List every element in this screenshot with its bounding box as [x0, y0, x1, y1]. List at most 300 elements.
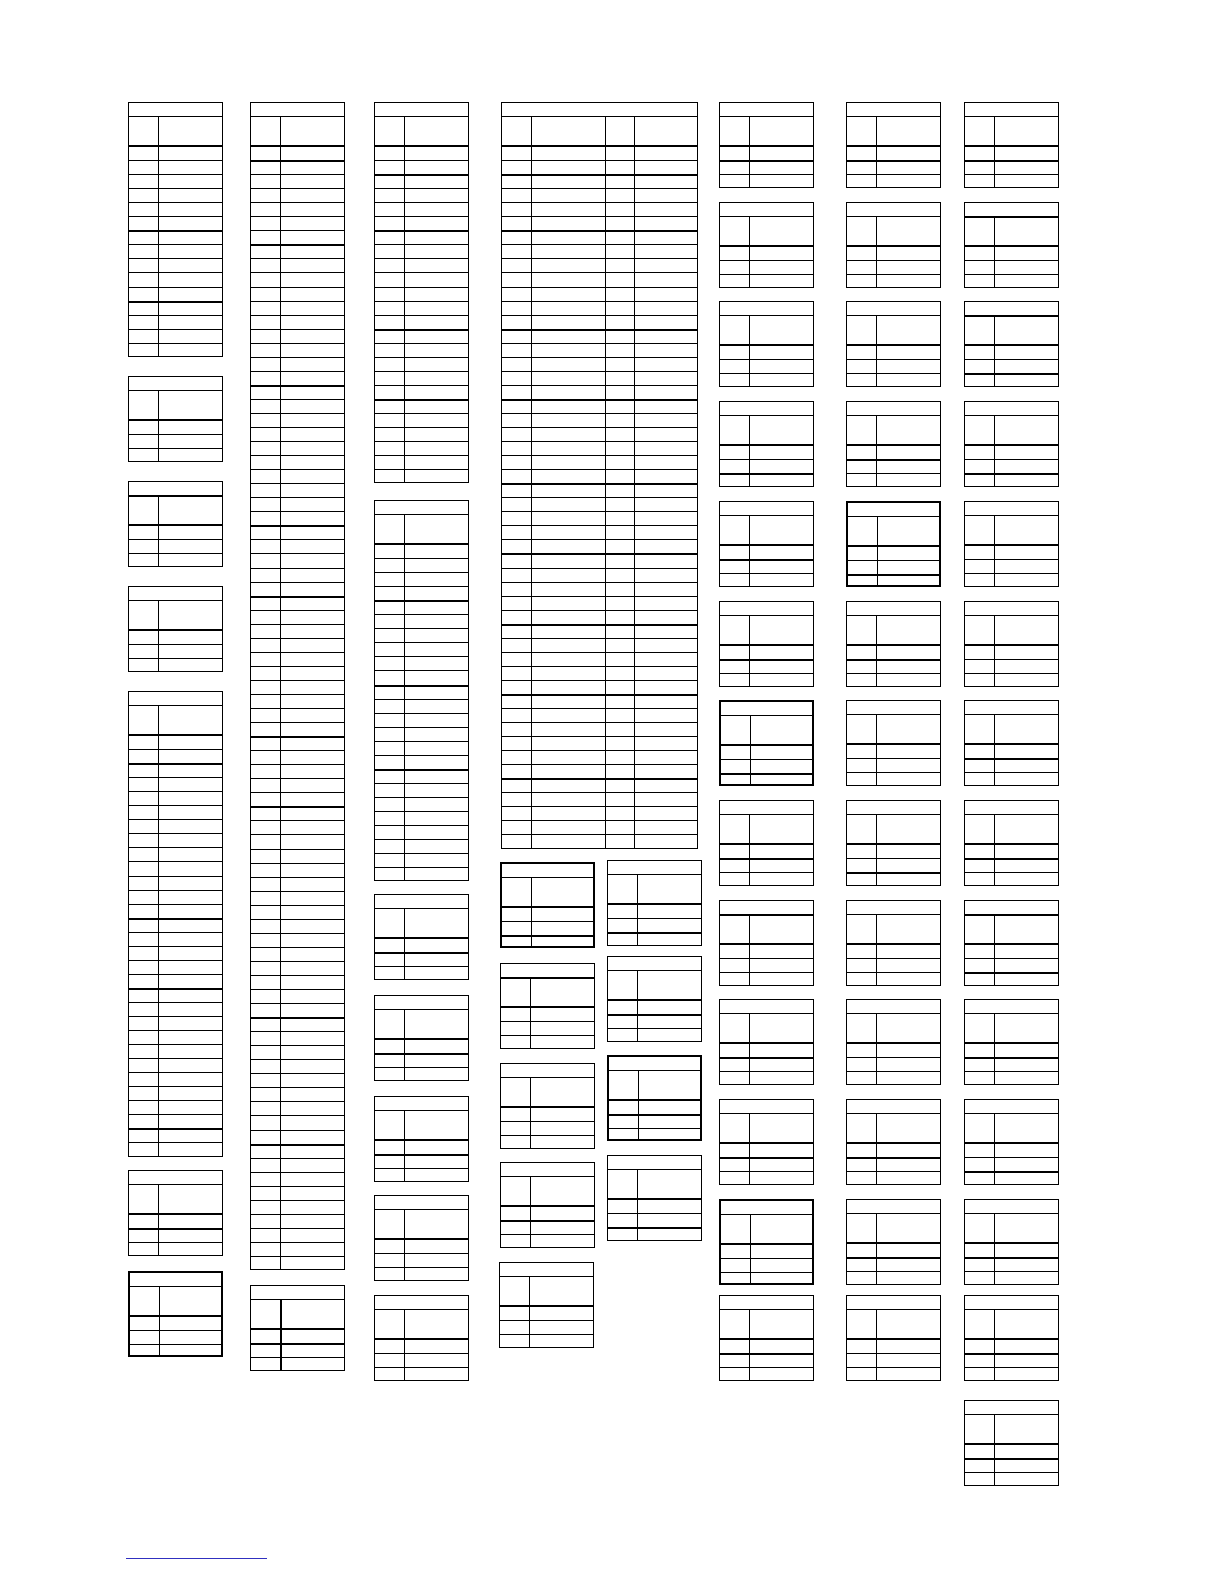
- table-row: [375, 469, 468, 470]
- table-row: [129, 329, 222, 330]
- table-row: [502, 272, 697, 273]
- table-row: [375, 839, 468, 840]
- table-row: [502, 792, 697, 793]
- table-row: [129, 202, 222, 203]
- column-divider: [530, 1176, 531, 1247]
- blank-table-c6-4: [846, 401, 941, 487]
- table-row: [502, 202, 697, 203]
- table-row: [129, 833, 222, 834]
- table-row: [129, 1072, 222, 1073]
- table-title-strip: [609, 1057, 700, 1071]
- blank-table-c7-11: [964, 1099, 1059, 1185]
- column-divider: [637, 1169, 638, 1240]
- table-title-strip: [847, 302, 940, 316]
- table-row: [608, 918, 701, 919]
- column-divider: [876, 914, 877, 985]
- table-row: [375, 685, 468, 687]
- column-divider: [749, 515, 750, 586]
- table-row: [502, 525, 697, 526]
- table-row: [251, 792, 344, 793]
- table-header-row: [847, 814, 940, 845]
- table-row: [847, 972, 940, 973]
- table-title-strip: [847, 701, 940, 715]
- table-row: [502, 624, 697, 626]
- table-row: [965, 1472, 1058, 1473]
- table-row: [502, 582, 697, 583]
- table-header-row: [608, 1169, 701, 1200]
- table-row: [502, 399, 697, 401]
- blank-table-c5-12: [719, 1199, 814, 1285]
- table-title-strip: [847, 1200, 940, 1214]
- table-header-row: [847, 116, 940, 147]
- table-title-strip: [847, 901, 940, 915]
- table-row: [129, 974, 222, 975]
- blank-table-c5-3: [719, 301, 814, 387]
- table-row: [500, 1334, 593, 1335]
- table-row: [251, 624, 344, 625]
- table-row: [251, 399, 344, 400]
- table-row: [502, 596, 697, 597]
- blank-table-c4-e: [607, 956, 702, 1042]
- table-row: [375, 385, 468, 386]
- table-row: [965, 559, 1058, 560]
- table-row: [720, 1353, 813, 1355]
- table-header-row: [847, 216, 940, 247]
- table-header-row: [847, 1309, 940, 1340]
- blank-table-c5-5: [719, 501, 814, 587]
- table-row: [502, 371, 697, 372]
- blank-table-c7-6: [964, 601, 1059, 687]
- table-header-row: [720, 1013, 813, 1044]
- table-header-row: [609, 1070, 700, 1101]
- table-row: [608, 1227, 701, 1229]
- table-row: [375, 783, 468, 784]
- blank-table-c4-h: [500, 1162, 595, 1248]
- table-row: [965, 958, 1058, 959]
- table-header-row: [502, 877, 593, 908]
- table-row: [251, 1073, 344, 1074]
- blank-table-c4-d: [500, 963, 595, 1049]
- table-row: [502, 188, 697, 189]
- table-header-row: [720, 1113, 813, 1144]
- table-row: [129, 932, 222, 933]
- table-row: [720, 659, 813, 661]
- subtable-divider: [605, 116, 606, 848]
- table-header-row: [847, 714, 940, 745]
- table-header-row: [375, 908, 468, 939]
- table-header-row: [847, 615, 940, 646]
- table-title-strip: [129, 587, 222, 601]
- table-row: [965, 1057, 1058, 1059]
- table-row: [375, 727, 468, 728]
- table-row: [502, 343, 697, 344]
- column-divider: [994, 714, 995, 785]
- table-header-row: [965, 1213, 1058, 1244]
- table-row: [251, 329, 344, 330]
- blank-table-c1-c: [128, 481, 223, 567]
- table-row: [251, 455, 344, 456]
- table-row: [502, 301, 697, 302]
- table-row: [502, 230, 697, 232]
- blank-table-c4-f: [500, 1063, 595, 1149]
- table-row: [847, 673, 940, 674]
- table-title-strip: [608, 861, 701, 875]
- table-row: [129, 1242, 222, 1243]
- table-row: [375, 586, 468, 587]
- blank-table-c6-8: [846, 800, 941, 886]
- table-row: [502, 935, 593, 937]
- table-row: [847, 958, 940, 959]
- table-header-row: [847, 914, 940, 945]
- table-row: [129, 904, 222, 905]
- table-row: [848, 574, 939, 576]
- blank-table-c6-5: [846, 501, 941, 587]
- table-row: [375, 952, 468, 954]
- table-row: [847, 1353, 940, 1354]
- table-row: [129, 749, 222, 750]
- table-row: [502, 750, 697, 751]
- column-divider: [530, 977, 531, 1048]
- table-title-strip: [720, 502, 813, 516]
- table-header-row: [375, 514, 468, 545]
- table-row: [721, 1272, 812, 1273]
- blank-table-c3-f: [374, 1195, 469, 1281]
- table-title-strip: [130, 1273, 221, 1287]
- table-title-strip: [720, 1296, 813, 1310]
- table-row: [965, 872, 1058, 873]
- table-title-strip: [965, 1000, 1058, 1014]
- table-title-strip: [847, 103, 940, 117]
- table-header-row: [129, 390, 222, 421]
- table-row: [847, 1171, 940, 1172]
- blank-table-c6-12: [846, 1199, 941, 1285]
- column-divider: [876, 1309, 877, 1380]
- blank-table-c1-e: [128, 691, 223, 1157]
- column-divider: [280, 116, 281, 1269]
- table-row: [375, 160, 468, 161]
- table-title-strip: [721, 702, 812, 716]
- column-divider: [531, 116, 532, 848]
- column-divider: [876, 1113, 877, 1184]
- table-title-strip: [847, 801, 940, 815]
- blank-table-c5-8: [719, 800, 814, 886]
- footnote-rule: [126, 1558, 267, 1559]
- blank-table-c3-g: [374, 1295, 469, 1381]
- blank-table-c7-7: [964, 700, 1059, 786]
- table-row: [251, 961, 344, 962]
- table-header-row: [965, 415, 1058, 446]
- table-row: [129, 918, 222, 920]
- table-row: [375, 572, 468, 573]
- column-divider: [994, 1309, 995, 1380]
- table-header-row: [375, 1209, 468, 1240]
- table-title-strip: [847, 1100, 940, 1114]
- table-row: [375, 755, 468, 756]
- table-row: [129, 658, 222, 659]
- table-row: [847, 1367, 940, 1368]
- table-row: [720, 473, 813, 475]
- column-divider: [749, 1309, 750, 1380]
- table-header-row: [721, 1214, 812, 1245]
- table-row: [375, 1168, 468, 1169]
- table-header-row: [847, 415, 940, 446]
- table-row: [502, 652, 697, 653]
- table-title-strip: [965, 602, 1058, 616]
- blank-table-c3-e: [374, 1096, 469, 1182]
- table-row: [720, 1171, 813, 1172]
- table-row: [375, 202, 468, 203]
- table-row: [847, 160, 940, 162]
- table-row: [721, 773, 812, 775]
- column-divider: [404, 1209, 405, 1280]
- table-row: [251, 638, 344, 639]
- table-header-row: [965, 1013, 1058, 1044]
- table-title-strip: [965, 1296, 1058, 1310]
- table-row: [502, 680, 697, 681]
- table-row: [129, 539, 222, 540]
- table-row: [502, 764, 697, 765]
- column-divider: [876, 415, 877, 486]
- table-row: [251, 371, 344, 372]
- table-row: [375, 315, 468, 316]
- table-row: [251, 1172, 344, 1173]
- table-row: [129, 861, 222, 862]
- table-row: [251, 919, 344, 920]
- table-row: [251, 708, 344, 709]
- table-header-row: [847, 1213, 940, 1244]
- table-row: [720, 373, 813, 374]
- table-row: [965, 1257, 1058, 1259]
- table-row: [251, 834, 344, 835]
- table-title-strip: [965, 1200, 1058, 1214]
- table-row: [847, 1271, 940, 1272]
- table-row: [608, 932, 701, 934]
- column-divider: [749, 415, 750, 486]
- table-title-strip: [847, 402, 940, 416]
- table-row: [502, 497, 697, 498]
- table-row: [375, 1053, 468, 1055]
- table-row: [129, 287, 222, 288]
- blank-table-c3-a: [374, 102, 469, 483]
- table-row: [251, 469, 344, 470]
- table-title-strip: [129, 692, 222, 706]
- table-row: [129, 791, 222, 792]
- table-row: [251, 849, 344, 850]
- table-row: [375, 371, 468, 372]
- table-row: [251, 315, 344, 316]
- blank-table-c3-b: [374, 500, 469, 881]
- table-row: [965, 972, 1058, 974]
- table-header-row: [720, 315, 813, 346]
- table-header-row: [129, 495, 222, 526]
- table-row: [251, 750, 344, 751]
- table-row: [375, 600, 468, 602]
- table-header-row: [608, 970, 701, 1001]
- table-row: [720, 972, 813, 973]
- table-row: [251, 989, 344, 990]
- column-divider: [749, 1013, 750, 1084]
- table-row: [129, 819, 222, 820]
- table-row: [502, 315, 697, 316]
- table-title-strip: [251, 103, 344, 117]
- table-row: [965, 459, 1058, 460]
- table-row: [375, 441, 468, 442]
- column-divider: [749, 1113, 750, 1184]
- column-divider: [994, 814, 995, 885]
- column-divider: [404, 1009, 405, 1080]
- table-row: [129, 272, 222, 273]
- table-row: [847, 1157, 940, 1159]
- table-row: [129, 777, 222, 778]
- blank-table-c4-g: [607, 1055, 702, 1141]
- table-row: [847, 858, 940, 859]
- table-header-row: [500, 1276, 593, 1307]
- table-title-strip: [375, 1296, 468, 1310]
- blank-table-c4-j: [499, 1262, 594, 1348]
- table-row: [375, 825, 468, 826]
- table-row: [129, 1086, 222, 1087]
- table-row: [251, 722, 344, 723]
- table-title-strip: [251, 1286, 344, 1300]
- table-row: [129, 315, 222, 316]
- table-row: [129, 188, 222, 189]
- table-row: [720, 958, 813, 959]
- table-row: [251, 511, 344, 512]
- column-divider: [634, 116, 635, 848]
- table-header-row: [847, 1113, 940, 1144]
- blank-table-c6-3: [846, 301, 941, 387]
- table-row: [251, 891, 344, 892]
- table-row: [847, 373, 940, 374]
- table-row: [251, 497, 344, 498]
- table-row: [251, 1059, 344, 1060]
- table-row: [502, 820, 697, 821]
- table-row: [251, 582, 344, 583]
- table-row: [251, 160, 344, 162]
- table-row: [251, 230, 344, 231]
- table-row: [375, 174, 468, 176]
- blank-table-c6-6: [846, 601, 941, 687]
- table-row: [502, 385, 697, 386]
- table-row: [502, 834, 697, 835]
- table-row: [130, 1330, 221, 1331]
- table-row: [501, 1021, 594, 1022]
- table-title-strip: [965, 801, 1058, 815]
- table-row: [251, 1045, 344, 1046]
- blank-table-c6-13: [846, 1295, 941, 1381]
- column-divider: [876, 1213, 877, 1284]
- table-row: [129, 1114, 222, 1115]
- table-row: [375, 699, 468, 700]
- blank-table-c7-12: [964, 1199, 1059, 1285]
- table-row: [501, 1121, 594, 1122]
- table-row: [375, 343, 468, 344]
- table-row: [251, 1214, 344, 1215]
- table-row: [847, 473, 940, 474]
- table-row: [375, 399, 468, 401]
- column-divider: [158, 390, 159, 461]
- table-row: [375, 287, 468, 288]
- table-row: [251, 272, 344, 273]
- table-title-strip: [847, 602, 940, 616]
- table-row: [251, 778, 344, 779]
- table-row: [502, 427, 697, 428]
- table-row: [965, 174, 1058, 175]
- table-header-row: [965, 515, 1058, 546]
- table-row: [251, 441, 344, 442]
- table-row: [965, 1367, 1058, 1368]
- table-header-row: [965, 1309, 1058, 1340]
- table-row: [965, 573, 1058, 574]
- table-row: [720, 872, 813, 873]
- table-row: [720, 174, 813, 175]
- table-row: [502, 666, 697, 667]
- table-row: [251, 568, 344, 569]
- table-title-strip: [965, 701, 1058, 715]
- table-row: [965, 659, 1058, 660]
- table-row: [847, 872, 940, 874]
- table-row: [375, 558, 468, 559]
- table-header-row: [720, 415, 813, 446]
- table-row: [251, 357, 344, 358]
- table-row: [502, 539, 697, 540]
- column-divider: [876, 615, 877, 686]
- blank-table-c6-1: [846, 102, 941, 188]
- table-title-strip: [720, 1000, 813, 1014]
- table-header-row: [720, 216, 813, 247]
- table-row: [251, 202, 344, 203]
- table-row: [965, 1458, 1058, 1460]
- table-row: [375, 329, 468, 331]
- table-title-strip: [129, 377, 222, 391]
- table-row: [129, 763, 222, 765]
- column-divider: [994, 615, 995, 686]
- table-row: [251, 806, 344, 808]
- table-row: [375, 1253, 468, 1254]
- table-row: [251, 1130, 344, 1131]
- table-row: [375, 1353, 468, 1354]
- column-divider: [876, 714, 877, 785]
- blank-table-c5-2: [719, 202, 814, 288]
- blank-table-c7-2: [964, 202, 1059, 288]
- blank-table-c2-b: [250, 1285, 345, 1371]
- table-row: [375, 656, 468, 657]
- table-row: [965, 160, 1058, 162]
- table-row: [965, 858, 1058, 860]
- table-header-row: [720, 615, 813, 646]
- table-title-strip: [502, 864, 593, 878]
- table-row: [502, 736, 697, 737]
- table-row: [502, 610, 697, 611]
- blank-table-c5-6: [719, 601, 814, 687]
- table-row: [251, 863, 344, 864]
- table-row: [502, 455, 697, 456]
- table-title-strip: [375, 996, 468, 1010]
- table-row: [847, 359, 940, 360]
- blank-table-c6-9: [846, 900, 941, 986]
- column-divider: [994, 216, 995, 287]
- table-header-row: [847, 315, 940, 346]
- table-row: [251, 343, 344, 344]
- table-title-strip: [375, 1097, 468, 1111]
- table-row: [375, 628, 468, 629]
- table-header-row: [720, 116, 813, 147]
- table-header-row: [251, 116, 344, 147]
- table-row: [375, 741, 468, 742]
- table-row: [129, 216, 222, 217]
- blank-table-c1-a: [128, 102, 223, 357]
- table-row: [720, 858, 813, 860]
